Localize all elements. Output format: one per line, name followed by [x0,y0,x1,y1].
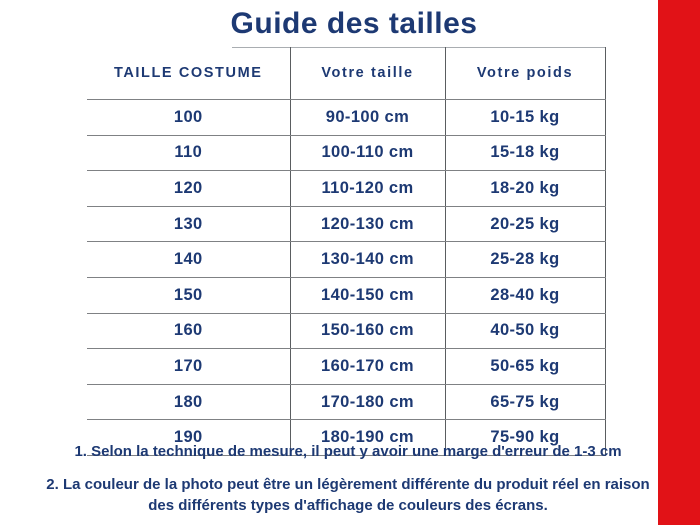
size-guide-table [87,47,606,456]
table-row [87,135,605,171]
cell-size: 180 [87,384,290,420]
red-side-bar [658,0,700,525]
cell-weight: 28-40 kg [445,277,605,313]
col-header-taille-costume: TAILLE COSTUME [87,47,290,100]
table-row [87,171,605,207]
table-row [87,100,605,136]
cell-weight: 65-75 kg [445,384,605,420]
cell-height: 130-140 cm [290,242,445,278]
cell-height: 120-130 cm [290,206,445,242]
cell-weight: 10-15 kg [445,100,605,136]
table-row [87,277,605,313]
cell-height: 90-100 cm [290,100,445,136]
table-row [87,384,605,420]
cell-size: 100 [87,100,290,136]
cell-weight: 50-65 kg [445,349,605,385]
footnote-measure-margin: 1. Selon la technique de mesure, il peut y avoir une marge d'erreur de 1-3 cm [74,443,622,460]
cell-weight: 40-50 kg [445,313,605,349]
cell-height: 140-150 cm [290,277,445,313]
cell-size: 190 [87,420,290,456]
table-header-row [87,47,605,100]
cell-size: 130 [87,206,290,242]
cell-weight: 18-20 kg [445,171,605,207]
cell-weight: 20-25 kg [445,206,605,242]
page-title: Guide des tailles [230,7,478,40]
cell-height: 110-120 cm [290,171,445,207]
table-row [87,313,605,349]
cell-weight: 25-28 kg [445,242,605,278]
cell-height: 170-180 cm [290,384,445,420]
cell-size: 170 [87,349,290,385]
cell-weight: 15-18 kg [445,135,605,171]
cell-size: 120 [87,171,290,207]
cell-height: 180-190 cm [290,420,445,456]
cell-weight: 75-90 kg [445,420,605,456]
col-header-votre-taille: Votre taille [290,47,445,100]
cell-size: 140 [87,242,290,278]
cell-height: 150-160 cm [290,313,445,349]
cell-height: 100-110 cm [290,135,445,171]
table-row [87,349,605,385]
cell-size: 160 [87,313,290,349]
footnote-color-disclaimer: 2. La couleur de la photo peut être un légèrement différente du produit réel en raison des différents types d'affichage de couleurs des écrans. [46,476,650,514]
table-row [87,242,605,278]
cell-height: 160-170 cm [290,349,445,385]
cell-size: 150 [87,277,290,313]
table-row [87,206,605,242]
col-header-votre-poids: Votre poids [445,47,605,100]
cell-size: 110 [87,135,290,171]
